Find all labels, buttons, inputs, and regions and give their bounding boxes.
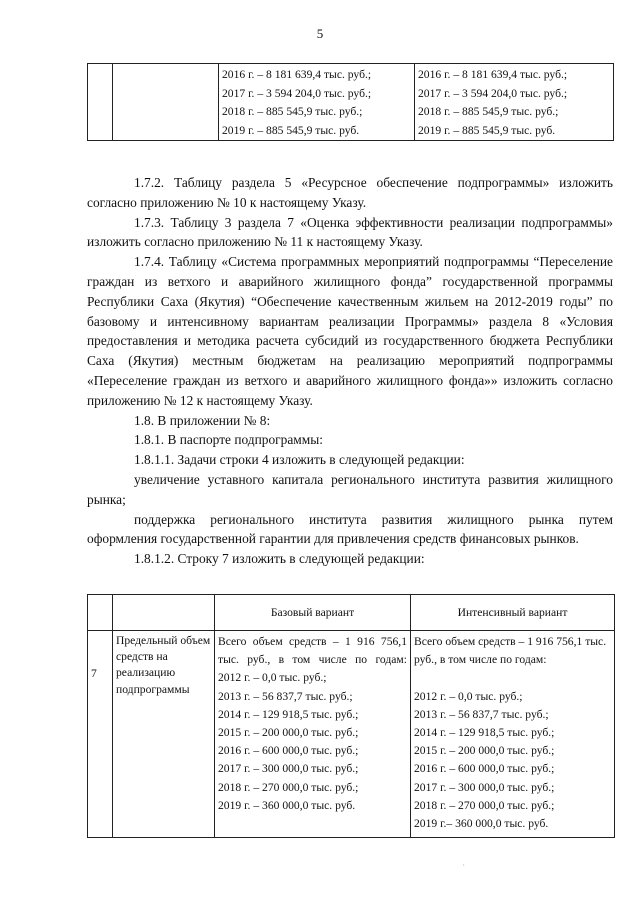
task-item-2: поддержка регионального института развития жилищного рынка путем оформления государственной гарантии для привлечения средств финансовых рынков. (87, 511, 613, 547)
table-cell-label (113, 64, 219, 141)
year-line: 2018 г. – 270 000,0 тыс. руб.; (414, 798, 555, 812)
year-line: 2014 г. – 129 918,5 тыс. руб.; (218, 707, 359, 721)
header-cell-empty (113, 595, 215, 631)
year-line: 2012 г. – 0,0 тыс. руб.; (414, 689, 523, 703)
row-number: 7 (88, 631, 113, 838)
table-cell-intensive (415, 64, 614, 141)
table-cell-number (88, 64, 113, 141)
year-line: 2016 г. – 600 000,0 тыс. руб.; (218, 744, 359, 758)
funding-table-continuation (87, 63, 614, 141)
table-header-row (88, 595, 615, 631)
year-line: 2013 г. – 56 837,7 тыс. руб.; (414, 707, 549, 721)
paragraph-1-7-4: 1.7.4. Таблицу «Система программных мероприятий подпрограммы “Переселение граждан из ветхого и аварийного жилищного фонда” государственной программы Республики Саха (Якутия) “Обеспечение качественным жильем на 2012-2019 годы” по базовому и интенсивному вариантам реализации Программы» раздела 8 «Условия предоставления и методика расчета субсидий из государственного бюджета Республики Саха (Якутия) местным бюджетам на реализацию мероприятий подпрограммы «Переселение граждан из ветхого и аварийного жилищного фонда»» изложить согласно приложению № 12 к настоящему Указу. (87, 254, 613, 408)
funding-table-row-7 (87, 594, 615, 838)
table-cell-base (219, 64, 415, 141)
year-line: 2017 г. – 300 000,0 тыс. руб.; (218, 762, 359, 776)
page-number: 5 (316, 26, 324, 41)
header-intensive: Интенсивный вариант (411, 595, 615, 631)
row-label: Предельный объем средств на реализацию подпрограммы (113, 631, 215, 838)
year-line: 2019 г. – 360 000,0 тыс. руб. (218, 798, 356, 812)
scan-speck: · (462, 861, 465, 870)
year-line: 2017 г. – 3 594 204,0 тыс. руб.; (222, 86, 372, 100)
spacer (414, 669, 611, 687)
year-line: 2017 г. – 3 594 204,0 тыс. руб.; (418, 86, 568, 100)
decree-text (87, 173, 613, 569)
paragraph-1-8-1-2: 1.8.1.2. Строку 7 изложить в следующей редакции: (134, 551, 425, 567)
year-line: 2012 г. – 0,0 тыс. руб.; (218, 671, 327, 685)
year-line: 2014 г. – 129 918,5 тыс. руб.; (414, 726, 555, 739)
year-line: 2017 г. – 300 000,0 тыс. руб.; (414, 780, 555, 794)
table-row (88, 64, 614, 141)
header-base: Базовый вариант (215, 595, 411, 631)
year-line: 2018 г. – 270 000,0 тыс. руб.; (218, 780, 359, 794)
year-line: 2015 г. – 200 000,0 тыс. руб.; (414, 744, 555, 758)
intensive-variant-cell (411, 631, 615, 838)
header-cell-empty (88, 595, 113, 631)
year-line: 2019 г.– 360 000,0 тыс. руб. (414, 817, 549, 831)
intensive-total: Всего объем средств – 1 916 756,1 тыс. руб., в том числе по годам: (414, 635, 607, 667)
year-line: 2019 г. – 885 545,9 тыс. руб. (222, 123, 360, 137)
paragraph-1-7-3: 1.7.3. Таблицу 3 раздела 7 «Оценка эффективности реализации подпрограммы» изложить согласно приложению № 11 к настоящему Указу. (87, 214, 613, 250)
paragraph-1-7-2: 1.7.2. Таблицу раздела 5 «Ресурсное обеспечение подпрограммы» изложить согласно приложению № 10 к настоящему Указу. (87, 175, 613, 210)
year-line: 2018 г. – 885 545,9 тыс. руб.; (418, 105, 559, 118)
year-line: 2019 г. – 885 545,9 тыс. руб. (418, 123, 556, 137)
year-line: 2016 г. – 8 181 639,4 тыс. руб.; (222, 68, 372, 81)
base-total: Всего объем средств – 1 916 756,1 тыс. руб., в том числе по годам: (218, 635, 407, 667)
year-line: 2016 г. – 600 000,0 тыс. руб.; (414, 762, 555, 776)
base-variant-cell (215, 631, 411, 838)
paragraph-1-8-1-1: 1.8.1.1. Задачи строки 4 изложить в следующей редакции: (134, 452, 465, 468)
paragraph-1-8-1: 1.8.1. В паспорте подпрограммы: (134, 432, 323, 448)
year-line: 2015 г. – 200 000,0 тыс. руб.; (218, 726, 359, 740)
paragraph-1-8: 1.8. В приложении № 8: (134, 412, 271, 428)
year-line: 2016 г. – 8 181 639,4 тыс. руб.; (418, 68, 568, 81)
table-row (88, 631, 615, 838)
task-item-1: увеличение уставного капитала регионального института развития жилищного рынка; (87, 471, 613, 507)
year-line: 2018 г. – 885 545,9 тыс. руб.; (222, 105, 363, 118)
year-line: 2013 г. – 56 837,7 тыс. руб.; (218, 689, 353, 703)
